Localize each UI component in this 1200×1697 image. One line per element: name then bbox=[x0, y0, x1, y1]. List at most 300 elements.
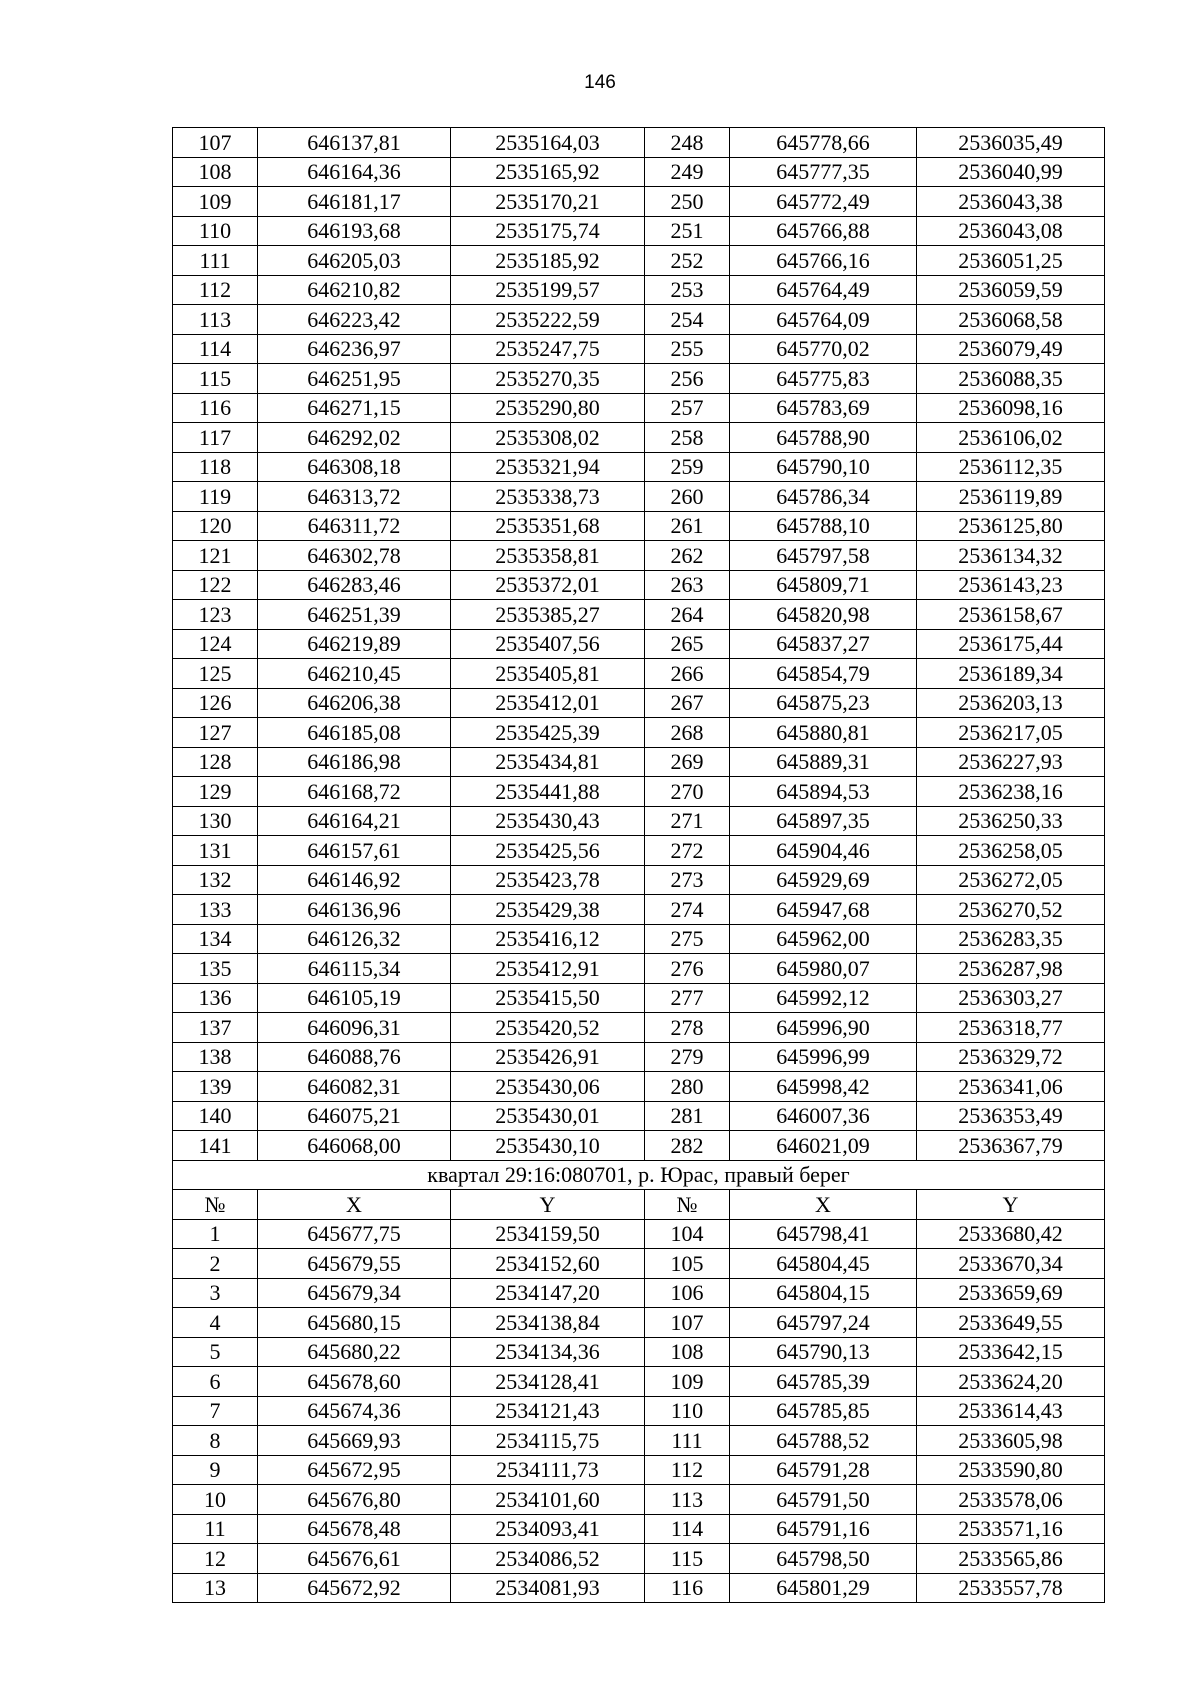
table-row bbox=[173, 1426, 1105, 1456]
point-number-cell: 6 bbox=[173, 1367, 258, 1397]
x-coordinate-cell: 645783,69 bbox=[730, 393, 917, 423]
point-number-cell: 274 bbox=[645, 895, 730, 925]
x-coordinate-cell: 646146,92 bbox=[258, 865, 451, 895]
y-coordinate-cell: 2533680,42 bbox=[917, 1219, 1105, 1249]
point-number-cell: 120 bbox=[173, 511, 258, 541]
table-row bbox=[173, 511, 1105, 541]
table-row bbox=[173, 629, 1105, 659]
x-coordinate-cell: 645676,80 bbox=[258, 1485, 451, 1515]
y-coordinate-cell: 2533565,86 bbox=[917, 1544, 1105, 1574]
point-number-cell: 5 bbox=[173, 1337, 258, 1367]
point-number-cell: 138 bbox=[173, 1042, 258, 1072]
point-number-cell: 252 bbox=[645, 246, 730, 276]
point-number-cell: 262 bbox=[645, 541, 730, 571]
y-coordinate-cell: 2536043,38 bbox=[917, 187, 1105, 217]
point-number-cell: 3 bbox=[173, 1278, 258, 1308]
y-coordinate-cell: 2533605,98 bbox=[917, 1426, 1105, 1456]
table-row bbox=[173, 364, 1105, 394]
point-number-cell: 268 bbox=[645, 718, 730, 748]
point-number-cell: 263 bbox=[645, 570, 730, 600]
x-coordinate-cell: 646219,89 bbox=[258, 629, 451, 659]
y-coordinate-cell: 2535308,02 bbox=[451, 423, 645, 453]
point-number-cell: 7 bbox=[173, 1396, 258, 1426]
y-coordinate-cell: 2535270,35 bbox=[451, 364, 645, 394]
table-row bbox=[173, 895, 1105, 925]
x-coordinate-cell: 645679,34 bbox=[258, 1278, 451, 1308]
column-header-y-coordinate: Y bbox=[451, 1190, 645, 1220]
y-coordinate-cell: 2536134,32 bbox=[917, 541, 1105, 571]
table-row bbox=[173, 1308, 1105, 1338]
point-number-cell: 118 bbox=[173, 452, 258, 482]
y-coordinate-cell: 2535429,38 bbox=[451, 895, 645, 925]
table-row bbox=[173, 1337, 1105, 1367]
table-row bbox=[173, 1101, 1105, 1131]
point-number-cell: 10 bbox=[173, 1485, 258, 1515]
y-coordinate-cell: 2536098,16 bbox=[917, 393, 1105, 423]
y-coordinate-cell: 2536283,35 bbox=[917, 924, 1105, 954]
point-number-cell: 107 bbox=[645, 1308, 730, 1338]
point-number-cell: 260 bbox=[645, 482, 730, 512]
x-coordinate-cell: 645798,41 bbox=[730, 1219, 917, 1249]
x-coordinate-cell: 645996,99 bbox=[730, 1042, 917, 1072]
x-coordinate-cell: 645680,15 bbox=[258, 1308, 451, 1338]
table-row bbox=[173, 1514, 1105, 1544]
point-number-cell: 281 bbox=[645, 1101, 730, 1131]
x-coordinate-cell: 645766,88 bbox=[730, 216, 917, 246]
y-coordinate-cell: 2536106,02 bbox=[917, 423, 1105, 453]
point-number-cell: 256 bbox=[645, 364, 730, 394]
x-coordinate-cell: 646164,21 bbox=[258, 806, 451, 836]
x-coordinate-cell: 646271,15 bbox=[258, 393, 451, 423]
y-coordinate-cell: 2534115,75 bbox=[451, 1426, 645, 1456]
y-coordinate-cell: 2536040,99 bbox=[917, 157, 1105, 187]
point-number-cell: 131 bbox=[173, 836, 258, 866]
column-header-point-number: № bbox=[173, 1190, 258, 1220]
x-coordinate-cell: 646181,17 bbox=[258, 187, 451, 217]
x-coordinate-cell: 645889,31 bbox=[730, 747, 917, 777]
x-coordinate-cell: 646236,97 bbox=[258, 334, 451, 364]
column-header-y-coordinate: Y bbox=[917, 1190, 1105, 1220]
y-coordinate-cell: 2533571,16 bbox=[917, 1514, 1105, 1544]
x-coordinate-cell: 645786,34 bbox=[730, 482, 917, 512]
point-number-cell: 111 bbox=[173, 246, 258, 276]
y-coordinate-cell: 2536189,34 bbox=[917, 659, 1105, 689]
x-coordinate-cell: 646082,31 bbox=[258, 1072, 451, 1102]
point-number-cell: 270 bbox=[645, 777, 730, 807]
x-coordinate-cell: 646105,19 bbox=[258, 983, 451, 1013]
x-coordinate-cell: 645854,79 bbox=[730, 659, 917, 689]
y-coordinate-cell: 2535416,12 bbox=[451, 924, 645, 954]
table-row bbox=[173, 600, 1105, 630]
point-number-cell: 125 bbox=[173, 659, 258, 689]
table-row bbox=[173, 452, 1105, 482]
y-coordinate-cell: 2536250,33 bbox=[917, 806, 1105, 836]
x-coordinate-cell: 645678,48 bbox=[258, 1514, 451, 1544]
y-coordinate-cell: 2535430,01 bbox=[451, 1101, 645, 1131]
point-number-cell: 126 bbox=[173, 688, 258, 718]
x-coordinate-cell: 645880,81 bbox=[730, 718, 917, 748]
y-coordinate-cell: 2534159,50 bbox=[451, 1219, 645, 1249]
y-coordinate-cell: 2536119,89 bbox=[917, 482, 1105, 512]
x-coordinate-cell: 645785,39 bbox=[730, 1367, 917, 1397]
y-coordinate-cell: 2536367,79 bbox=[917, 1131, 1105, 1161]
x-coordinate-cell: 645777,35 bbox=[730, 157, 917, 187]
x-coordinate-cell: 645998,42 bbox=[730, 1072, 917, 1102]
table-row bbox=[173, 423, 1105, 453]
point-number-cell: 117 bbox=[173, 423, 258, 453]
y-coordinate-cell: 2535407,56 bbox=[451, 629, 645, 659]
x-coordinate-cell: 645785,85 bbox=[730, 1396, 917, 1426]
block1-rows bbox=[173, 128, 1105, 1161]
table-row bbox=[173, 246, 1105, 276]
y-coordinate-cell: 2536043,08 bbox=[917, 216, 1105, 246]
x-coordinate-cell: 646210,45 bbox=[258, 659, 451, 689]
point-number-cell: 8 bbox=[173, 1426, 258, 1456]
y-coordinate-cell: 2536353,49 bbox=[917, 1101, 1105, 1131]
point-number-cell: 249 bbox=[645, 157, 730, 187]
table-row bbox=[173, 1278, 1105, 1308]
point-number-cell: 119 bbox=[173, 482, 258, 512]
point-number-cell: 134 bbox=[173, 924, 258, 954]
x-coordinate-cell: 646283,46 bbox=[258, 570, 451, 600]
point-number-cell: 280 bbox=[645, 1072, 730, 1102]
x-coordinate-cell: 645798,50 bbox=[730, 1544, 917, 1574]
x-coordinate-cell: 646136,96 bbox=[258, 895, 451, 925]
y-coordinate-cell: 2533649,55 bbox=[917, 1308, 1105, 1338]
point-number-cell: 124 bbox=[173, 629, 258, 659]
point-number-cell: 115 bbox=[173, 364, 258, 394]
x-coordinate-cell: 645672,92 bbox=[258, 1573, 451, 1603]
y-coordinate-cell: 2535351,68 bbox=[451, 511, 645, 541]
y-coordinate-cell: 2535441,88 bbox=[451, 777, 645, 807]
point-number-cell: 137 bbox=[173, 1013, 258, 1043]
point-number-cell: 110 bbox=[645, 1396, 730, 1426]
y-coordinate-cell: 2535430,10 bbox=[451, 1131, 645, 1161]
table-row bbox=[173, 1219, 1105, 1249]
point-number-cell: 106 bbox=[645, 1278, 730, 1308]
x-coordinate-cell: 646251,39 bbox=[258, 600, 451, 630]
y-coordinate-cell: 2535175,74 bbox=[451, 216, 645, 246]
y-coordinate-cell: 2533659,69 bbox=[917, 1278, 1105, 1308]
point-number-cell: 271 bbox=[645, 806, 730, 836]
point-number-cell: 116 bbox=[645, 1573, 730, 1603]
table-row bbox=[173, 865, 1105, 895]
point-number-cell: 116 bbox=[173, 393, 258, 423]
x-coordinate-cell: 645992,12 bbox=[730, 983, 917, 1013]
x-coordinate-cell: 645962,00 bbox=[730, 924, 917, 954]
y-coordinate-cell: 2534086,52 bbox=[451, 1544, 645, 1574]
y-coordinate-cell: 2536341,06 bbox=[917, 1072, 1105, 1102]
column-header-x-coordinate: X bbox=[258, 1190, 451, 1220]
y-coordinate-cell: 2536318,77 bbox=[917, 1013, 1105, 1043]
x-coordinate-cell: 645947,68 bbox=[730, 895, 917, 925]
y-coordinate-cell: 2535425,39 bbox=[451, 718, 645, 748]
x-coordinate-cell: 646186,98 bbox=[258, 747, 451, 777]
point-number-cell: 266 bbox=[645, 659, 730, 689]
y-coordinate-cell: 2536217,05 bbox=[917, 718, 1105, 748]
table-row bbox=[173, 1072, 1105, 1102]
point-number-cell: 255 bbox=[645, 334, 730, 364]
y-coordinate-cell: 2536059,59 bbox=[917, 275, 1105, 305]
point-number-cell: 141 bbox=[173, 1131, 258, 1161]
y-coordinate-cell: 2535165,92 bbox=[451, 157, 645, 187]
point-number-cell: 1 bbox=[173, 1219, 258, 1249]
table-row bbox=[173, 747, 1105, 777]
point-number-cell: 273 bbox=[645, 865, 730, 895]
x-coordinate-cell: 645804,15 bbox=[730, 1278, 917, 1308]
x-coordinate-cell: 645680,22 bbox=[258, 1337, 451, 1367]
table-row bbox=[173, 1396, 1105, 1426]
point-number-cell: 253 bbox=[645, 275, 730, 305]
y-coordinate-cell: 2536272,05 bbox=[917, 865, 1105, 895]
x-coordinate-cell: 646292,02 bbox=[258, 423, 451, 453]
y-coordinate-cell: 2536158,67 bbox=[917, 600, 1105, 630]
table-row bbox=[173, 570, 1105, 600]
x-coordinate-cell: 645669,93 bbox=[258, 1426, 451, 1456]
x-coordinate-cell: 645837,27 bbox=[730, 629, 917, 659]
y-coordinate-cell: 2535185,92 bbox=[451, 246, 645, 276]
x-coordinate-cell: 646068,00 bbox=[258, 1131, 451, 1161]
y-coordinate-cell: 2534147,20 bbox=[451, 1278, 645, 1308]
x-coordinate-cell: 645801,29 bbox=[730, 1573, 917, 1603]
table-row bbox=[173, 275, 1105, 305]
x-coordinate-cell: 645791,50 bbox=[730, 1485, 917, 1515]
x-coordinate-cell: 645929,69 bbox=[730, 865, 917, 895]
x-coordinate-cell: 645788,90 bbox=[730, 423, 917, 453]
y-coordinate-cell: 2535425,56 bbox=[451, 836, 645, 866]
x-coordinate-cell: 645676,61 bbox=[258, 1544, 451, 1574]
table-row bbox=[173, 1131, 1105, 1161]
point-number-cell: 114 bbox=[173, 334, 258, 364]
table-row bbox=[173, 187, 1105, 217]
y-coordinate-cell: 2536035,49 bbox=[917, 128, 1105, 158]
x-coordinate-cell: 646313,72 bbox=[258, 482, 451, 512]
x-coordinate-cell: 645904,46 bbox=[730, 836, 917, 866]
point-number-cell: 104 bbox=[645, 1219, 730, 1249]
y-coordinate-cell: 2535358,81 bbox=[451, 541, 645, 571]
x-coordinate-cell: 646168,72 bbox=[258, 777, 451, 807]
point-number-cell: 277 bbox=[645, 983, 730, 1013]
point-number-cell: 250 bbox=[645, 187, 730, 217]
y-coordinate-cell: 2536303,27 bbox=[917, 983, 1105, 1013]
y-coordinate-cell: 2535199,57 bbox=[451, 275, 645, 305]
x-coordinate-cell: 645894,53 bbox=[730, 777, 917, 807]
x-coordinate-cell: 646193,68 bbox=[258, 216, 451, 246]
point-number-cell: 261 bbox=[645, 511, 730, 541]
y-coordinate-cell: 2536270,52 bbox=[917, 895, 1105, 925]
point-number-cell: 129 bbox=[173, 777, 258, 807]
y-coordinate-cell: 2533670,34 bbox=[917, 1249, 1105, 1279]
block-caption-row bbox=[173, 1160, 1105, 1190]
point-number-cell: 108 bbox=[173, 157, 258, 187]
y-coordinate-cell: 2533642,15 bbox=[917, 1337, 1105, 1367]
table-row bbox=[173, 1485, 1105, 1515]
block2-rows bbox=[173, 1219, 1105, 1603]
y-coordinate-cell: 2534128,41 bbox=[451, 1367, 645, 1397]
table-row bbox=[173, 1573, 1105, 1603]
block-caption: квартал 29:16:080701, р. Юрас, правый берег bbox=[173, 1160, 1105, 1190]
x-coordinate-cell: 646308,18 bbox=[258, 452, 451, 482]
point-number-cell: 279 bbox=[645, 1042, 730, 1072]
point-number-cell: 4 bbox=[173, 1308, 258, 1338]
point-number-cell: 259 bbox=[645, 452, 730, 482]
y-coordinate-cell: 2535405,81 bbox=[451, 659, 645, 689]
x-coordinate-cell: 645775,83 bbox=[730, 364, 917, 394]
x-coordinate-cell: 645766,16 bbox=[730, 246, 917, 276]
y-coordinate-cell: 2534093,41 bbox=[451, 1514, 645, 1544]
y-coordinate-cell: 2534138,84 bbox=[451, 1308, 645, 1338]
point-number-cell: 113 bbox=[173, 305, 258, 335]
point-number-cell: 13 bbox=[173, 1573, 258, 1603]
point-number-cell: 265 bbox=[645, 629, 730, 659]
point-number-cell: 276 bbox=[645, 954, 730, 984]
point-number-cell: 11 bbox=[173, 1514, 258, 1544]
y-coordinate-cell: 2535338,73 bbox=[451, 482, 645, 512]
point-number-cell: 278 bbox=[645, 1013, 730, 1043]
x-coordinate-cell: 645797,58 bbox=[730, 541, 917, 571]
x-coordinate-cell: 646185,08 bbox=[258, 718, 451, 748]
table-row bbox=[173, 1249, 1105, 1279]
point-number-cell: 109 bbox=[173, 187, 258, 217]
x-coordinate-cell: 646021,09 bbox=[730, 1131, 917, 1161]
table-row bbox=[173, 482, 1105, 512]
table-row bbox=[173, 393, 1105, 423]
x-coordinate-cell: 645788,52 bbox=[730, 1426, 917, 1456]
y-coordinate-cell: 2536143,23 bbox=[917, 570, 1105, 600]
point-number-cell: 128 bbox=[173, 747, 258, 777]
point-number-cell: 122 bbox=[173, 570, 258, 600]
y-coordinate-cell: 2534134,36 bbox=[451, 1337, 645, 1367]
table-row bbox=[173, 128, 1105, 158]
x-coordinate-cell: 645791,16 bbox=[730, 1514, 917, 1544]
y-coordinate-cell: 2533614,43 bbox=[917, 1396, 1105, 1426]
point-number-cell: 113 bbox=[645, 1485, 730, 1515]
table-row bbox=[173, 157, 1105, 187]
block2-caption-section bbox=[173, 1160, 1105, 1219]
x-coordinate-cell: 646088,76 bbox=[258, 1042, 451, 1072]
point-number-cell: 132 bbox=[173, 865, 258, 895]
table-row bbox=[173, 718, 1105, 748]
point-number-cell: 267 bbox=[645, 688, 730, 718]
y-coordinate-cell: 2535290,80 bbox=[451, 393, 645, 423]
y-coordinate-cell: 2533578,06 bbox=[917, 1485, 1105, 1515]
y-coordinate-cell: 2536068,58 bbox=[917, 305, 1105, 335]
table-row bbox=[173, 1367, 1105, 1397]
x-coordinate-cell: 645674,36 bbox=[258, 1396, 451, 1426]
point-number-cell: 136 bbox=[173, 983, 258, 1013]
point-number-cell: 133 bbox=[173, 895, 258, 925]
x-coordinate-cell: 645980,07 bbox=[730, 954, 917, 984]
x-coordinate-cell: 645764,09 bbox=[730, 305, 917, 335]
y-coordinate-cell: 2536125,80 bbox=[917, 511, 1105, 541]
x-coordinate-cell: 645778,66 bbox=[730, 128, 917, 158]
y-coordinate-cell: 2536227,93 bbox=[917, 747, 1105, 777]
y-coordinate-cell: 2533557,78 bbox=[917, 1573, 1105, 1603]
x-coordinate-cell: 646007,36 bbox=[730, 1101, 917, 1131]
x-coordinate-cell: 646164,36 bbox=[258, 157, 451, 187]
x-coordinate-cell: 645791,28 bbox=[730, 1455, 917, 1485]
column-header-x-coordinate: X bbox=[730, 1190, 917, 1220]
x-coordinate-cell: 645770,02 bbox=[730, 334, 917, 364]
point-number-cell: 112 bbox=[173, 275, 258, 305]
x-coordinate-cell: 646251,95 bbox=[258, 364, 451, 394]
point-number-cell: 108 bbox=[645, 1337, 730, 1367]
point-number-cell: 258 bbox=[645, 423, 730, 453]
table-row bbox=[173, 924, 1105, 954]
point-number-cell: 139 bbox=[173, 1072, 258, 1102]
point-number-cell: 115 bbox=[645, 1544, 730, 1574]
y-coordinate-cell: 2533590,80 bbox=[917, 1455, 1105, 1485]
x-coordinate-cell: 645790,10 bbox=[730, 452, 917, 482]
table-row bbox=[173, 1455, 1105, 1485]
y-coordinate-cell: 2535430,06 bbox=[451, 1072, 645, 1102]
point-number-cell: 269 bbox=[645, 747, 730, 777]
point-number-cell: 127 bbox=[173, 718, 258, 748]
point-number-cell: 9 bbox=[173, 1455, 258, 1485]
table-row bbox=[173, 777, 1105, 807]
point-number-cell: 254 bbox=[645, 305, 730, 335]
y-coordinate-cell: 2534121,43 bbox=[451, 1396, 645, 1426]
point-number-cell: 110 bbox=[173, 216, 258, 246]
x-coordinate-cell: 645804,45 bbox=[730, 1249, 917, 1279]
x-coordinate-cell: 646157,61 bbox=[258, 836, 451, 866]
y-coordinate-cell: 2536258,05 bbox=[917, 836, 1105, 866]
table-row bbox=[173, 659, 1105, 689]
y-coordinate-cell: 2534152,60 bbox=[451, 1249, 645, 1279]
table-row bbox=[173, 836, 1105, 866]
x-coordinate-cell: 645790,13 bbox=[730, 1337, 917, 1367]
x-coordinate-cell: 646311,72 bbox=[258, 511, 451, 541]
table-row bbox=[173, 216, 1105, 246]
column-header-row bbox=[173, 1190, 1105, 1220]
x-coordinate-cell: 646302,78 bbox=[258, 541, 451, 571]
y-coordinate-cell: 2536088,35 bbox=[917, 364, 1105, 394]
y-coordinate-cell: 2536112,35 bbox=[917, 452, 1105, 482]
x-coordinate-cell: 646137,81 bbox=[258, 128, 451, 158]
point-number-cell: 123 bbox=[173, 600, 258, 630]
point-number-cell: 2 bbox=[173, 1249, 258, 1279]
y-coordinate-cell: 2536175,44 bbox=[917, 629, 1105, 659]
y-coordinate-cell: 2535385,27 bbox=[451, 600, 645, 630]
y-coordinate-cell: 2535426,91 bbox=[451, 1042, 645, 1072]
y-coordinate-cell: 2535170,21 bbox=[451, 187, 645, 217]
y-coordinate-cell: 2536079,49 bbox=[917, 334, 1105, 364]
x-coordinate-cell: 645820,98 bbox=[730, 600, 917, 630]
table-row bbox=[173, 541, 1105, 571]
point-number-cell: 107 bbox=[173, 128, 258, 158]
x-coordinate-cell: 646210,82 bbox=[258, 275, 451, 305]
point-number-cell: 140 bbox=[173, 1101, 258, 1131]
point-number-cell: 112 bbox=[645, 1455, 730, 1485]
point-number-cell: 130 bbox=[173, 806, 258, 836]
y-coordinate-cell: 2536203,13 bbox=[917, 688, 1105, 718]
x-coordinate-cell: 645672,95 bbox=[258, 1455, 451, 1485]
x-coordinate-cell: 645875,23 bbox=[730, 688, 917, 718]
x-coordinate-cell: 645996,90 bbox=[730, 1013, 917, 1043]
x-coordinate-cell: 645797,24 bbox=[730, 1308, 917, 1338]
point-number-cell: 282 bbox=[645, 1131, 730, 1161]
x-coordinate-cell: 645678,60 bbox=[258, 1367, 451, 1397]
x-coordinate-cell: 646126,32 bbox=[258, 924, 451, 954]
point-number-cell: 105 bbox=[645, 1249, 730, 1279]
x-coordinate-cell: 646115,34 bbox=[258, 954, 451, 984]
y-coordinate-cell: 2535247,75 bbox=[451, 334, 645, 364]
y-coordinate-cell: 2535372,01 bbox=[451, 570, 645, 600]
table-row bbox=[173, 1544, 1105, 1574]
x-coordinate-cell: 646075,21 bbox=[258, 1101, 451, 1131]
point-number-cell: 12 bbox=[173, 1544, 258, 1574]
y-coordinate-cell: 2535434,81 bbox=[451, 747, 645, 777]
